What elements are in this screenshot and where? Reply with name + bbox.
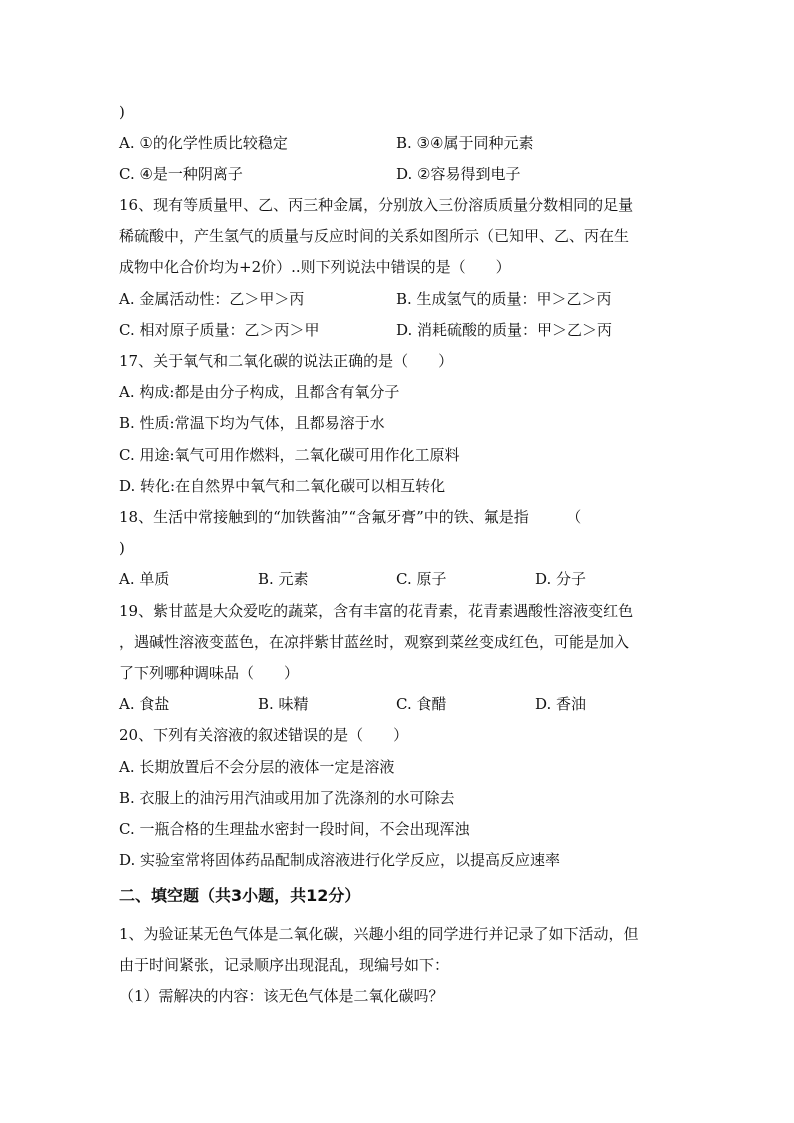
q17-option-b: B. 性质:常温下均为气体，且都易溶于水 (119, 414, 385, 432)
q16-option-c: C. 相对原子质量：乙＞丙＞甲 (119, 321, 320, 339)
q16-stem-line-1: 16、现有等质量甲、乙、丙三种金属，分别放入三份溶质质量分数相同的足量 (119, 196, 634, 214)
q15-option-a: A. ①的化学性质比较稳定 (119, 134, 288, 152)
q20-option-b: B. 衣服上的油污用汽油或用加了洗涤剂的水可除去 (119, 789, 455, 807)
q16-option-b: B. 生成氢气的质量：甲＞乙＞丙 (396, 290, 612, 308)
q15-option-d: D. ②容易得到电子 (396, 165, 521, 183)
q17-option-c: C. 用途:氧气可用作燃料，二氧化碳可用作化工原料 (119, 446, 460, 464)
q19-stem-line-2: ，遇碱性溶液变蓝色，在凉拌紫甘蓝丝时，观察到菜丝变成红色，可能是加入 (119, 633, 630, 651)
s2-q1-line-2: 由于时间紧张，记录顺序出现混乱，现编号如下： (119, 956, 450, 974)
q18-stem-line-2: ) (119, 539, 125, 557)
q17-stem: 17、关于氧气和二氧化碳的说法正确的是（ ） (119, 352, 454, 370)
q16-option-a: A. 金属活动性：乙＞甲＞丙 (119, 290, 305, 308)
q18-option-b: B. 元素 (258, 570, 309, 588)
s2-q1-line-3: （1）需解决的内容：该无色气体是二氧化碳吗？ (119, 987, 444, 1005)
q17-option-d: D. 转化:在自然界中氧气和二氧化碳可以相互转化 (119, 477, 446, 495)
q20-option-c: C. 一瓶合格的生理盐水密封一段时间，不会出现浑浊 (119, 820, 470, 838)
q16-stem-line-2: 稀硫酸中，产生氢气的质量与反应时间的关系如图所示（已知甲、乙、丙在生 (119, 227, 630, 245)
q18-option-c: C. 原子 (396, 570, 447, 588)
q19-stem-line-3: 了下列哪种调味品（ ） (119, 664, 300, 682)
q18-option-a: A. 单质 (119, 570, 170, 588)
q19-option-c: C. 食醋 (396, 695, 447, 713)
q18-stem-line-1: 18、生活中常接触到的“加铁酱油”“含氟牙膏”中的铁、氟是指 （ (119, 508, 582, 526)
s2-q1-line-1: 1、为验证某无色气体是二氧化碳，兴趣小组的同学进行并记录了如下活动，但 (119, 925, 639, 943)
q20-stem: 20、下列有关溶液的叙述错误的是（ ） (119, 726, 409, 744)
q16-stem-line-3: 成物中化合价均为+2价）..则下列说法中错误的是（ ） (119, 258, 511, 276)
q19-option-a: A. 食盐 (119, 695, 170, 713)
q19-option-b: B. 味精 (258, 695, 309, 713)
q17-option-a: A. 构成:都是由分子构成，且都含有氧分子 (119, 383, 400, 401)
question-15-closing-paren: ) (119, 103, 125, 121)
q19-stem-line-1: 19、紫甘蓝是大众爱吃的蔬菜，含有丰富的花青素，花青素遇酸性溶液变红色 (119, 602, 634, 620)
q16-option-d: D. 消耗硫酸的质量：甲＞乙＞丙 (396, 321, 613, 339)
q15-option-c: C. ④是一种阴离子 (119, 165, 243, 183)
q20-option-a: A. 长期放置后不会分层的液体一定是溶液 (119, 758, 395, 776)
q19-option-d: D. 香油 (535, 695, 587, 713)
q20-option-d: D. 实验室常将固体药品配制成溶液进行化学反应，以提高反应速率 (119, 851, 561, 869)
section-2-heading: 二、填空题（共3小题，共12分） (119, 886, 361, 905)
q15-option-b: B. ③④属于同种元素 (396, 134, 534, 152)
q18-option-d: D. 分子 (535, 570, 587, 588)
